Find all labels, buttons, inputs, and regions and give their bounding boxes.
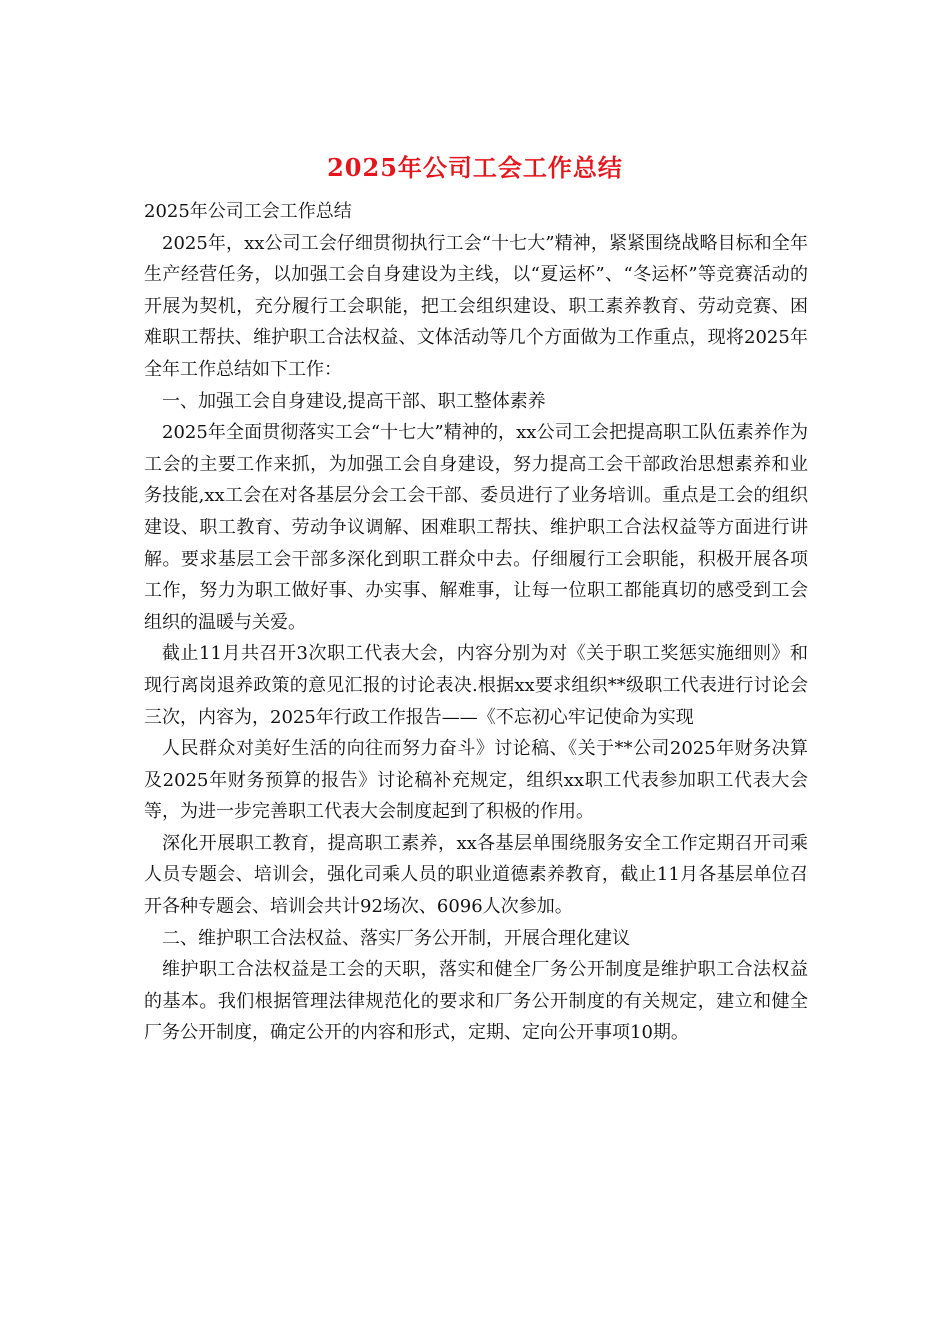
body-paragraph: 2025年，xx公司工会仔细贯彻执行工会“十七大”精神，紧紧围绕战略目标和全年生产经营任务，以加强工会自身建设为主线，以“夏运杯”、“冬运杯”等竞赛活动的开展为契机，充分履行工会职能，把工会组织建设、职工素养教育、劳动竞赛、困难职工帮扶、维护职工合法权益、文体活动等几个方面做为工作重点，现将2025年全年工作总结如下工作： [144,232,808,380]
body-paragraph: 截止11月共召开3次职工代表大会，内容分别为对《关于职工奖惩实施细则》和现行离岗退养政策的意见汇报的讨论表决.根据xx要求组织**级职工代表进行讨论会三次，内容为，2025年行政工作报告——《不忘初心牢记使命为实现 [144,643,808,728]
body-paragraph-subtitle: 2025年公司工会工作总结 [144,201,352,222]
body-paragraph: 维护职工合法权益是工会的天职，落实和健全厂务公开制度是维护职工合法权益的基本。我们根据管理法律规范化的要求和厂务公开制度的有关规定，建立和健全厂务公开制度，确定公开的内容和形式，定期、定向公开事项10期。 [144,959,808,1044]
body-paragraph: 人民群众对美好生活的向往而努力奋斗》讨论稿、《关于**公司2025年财务决算及2025年财务预算的报告》讨论稿补充规定，组织xx职工代表参加职工代表大会等，为进一步完善职工代表大会制度起到了积极的作用。 [144,738,808,823]
body-paragraph: 2025年全面贯彻落实工会“十七大”精神的，xx公司工会把提高职工队伍素养作为工会的主要工作来抓，为加强工会自身建设，努力提高工会干部政治思想素养和业务技能,xx工会在对各基层分会工会干部、委员进行了业务培训。重点是工会的组织建设、职工教育、劳动争议调解、困难职工帮扶、维护职工合法权益等方面进行讲解。要求基层工会干部多深化到职工群众中去。仔细履行工会职能，积极开展各项工作，努力为职工做好事、办实事、解难事，让每一位职工都能真切的感受到工会组织的温暖与关爱。 [144,422,808,633]
document-body [144,196,808,1049]
section-heading: 一、加强工会自身建设,提高干部、职工整体素养 [162,390,546,412]
document-title: 2025年公司工会工作总结 [327,153,623,182]
section-heading: 二、维护职工合法权益、落实厂务公开制，开展合理化建议 [162,927,630,949]
body-paragraph: 深化开展职工教育，提高职工素养，xx各基层单围绕服务安全工作定期召开司乘人员专题会、培训会，强化司乘人员的职业道德素养教育，截止11月各基层单位召开各种专题会、培训会共计92场次、6096人次参加。 [144,832,808,918]
